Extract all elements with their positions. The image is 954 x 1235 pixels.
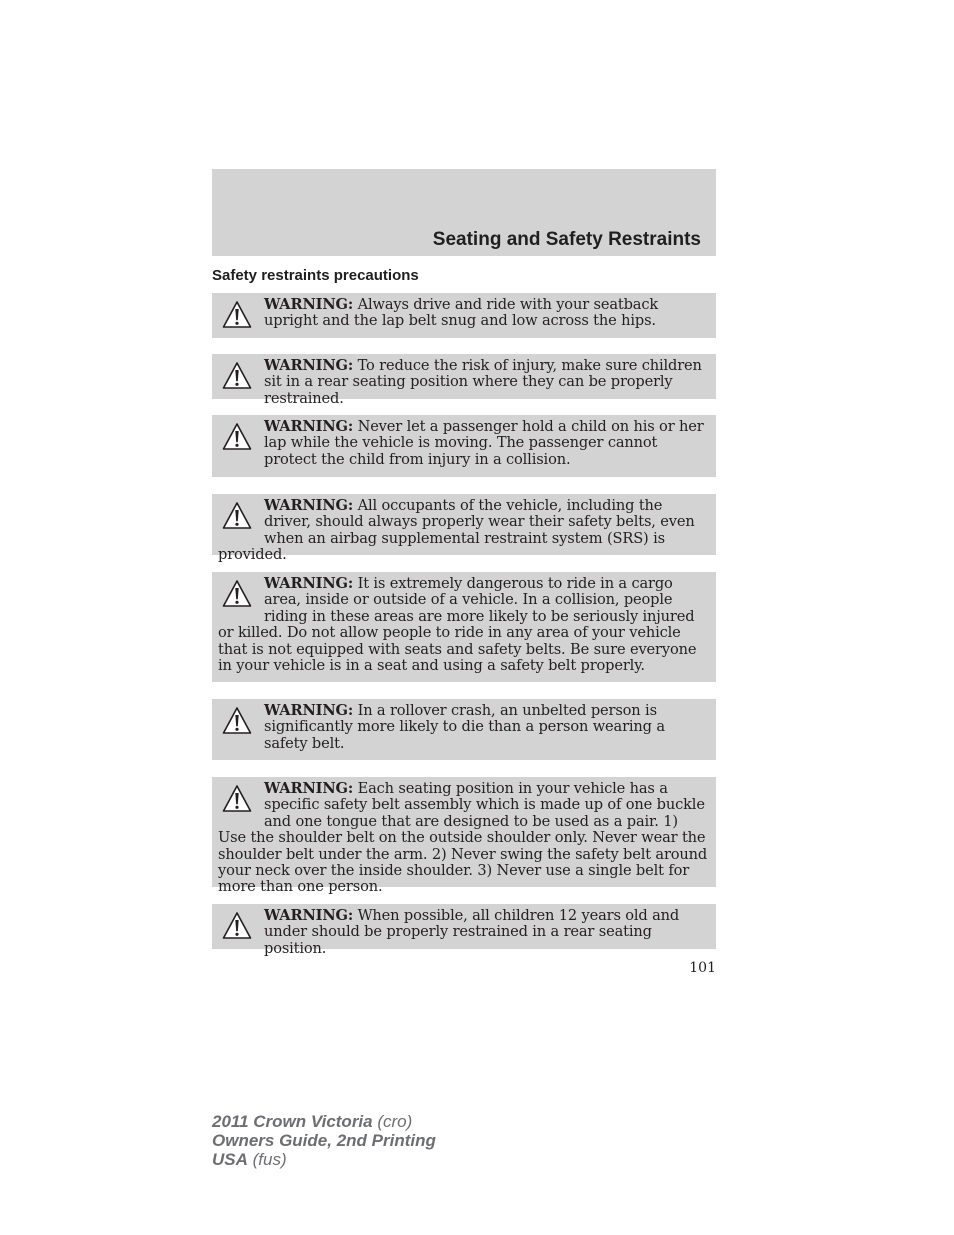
footer-market-code: (fus) xyxy=(252,1150,287,1169)
warning-text: Always drive and ride with your seatback upright and the lap belt snug and low across the hips. xyxy=(264,296,659,330)
warning-box xyxy=(212,354,716,407)
footer xyxy=(212,1112,436,1169)
warning-triangle-icon xyxy=(222,579,252,609)
warning-box xyxy=(212,494,716,564)
warning-triangle-icon xyxy=(222,300,252,330)
footer-vehicle: 2011 Crown Victoria xyxy=(212,1112,373,1131)
warning-text: It is extremely dangerous to ride in a cargo area, inside or outside of a vehicle. In a collision, people riding in these areas are more likely to be seriously injured or killed. Do not allow people to ride in any area of your vehicle that is not equipped with seats and safety belts. Be sure everyone in your vehicle is in a seat and using a safety belt properly. xyxy=(218,575,697,675)
footer-line-2 xyxy=(212,1131,436,1150)
warning-box xyxy=(212,777,716,896)
warning-triangle-icon xyxy=(222,911,252,941)
page-number: 101 xyxy=(689,960,716,976)
warning-triangle-icon xyxy=(222,501,252,531)
warning-box xyxy=(212,904,716,957)
warning-label: WARNING: xyxy=(264,907,354,924)
warning-triangle-icon xyxy=(222,361,252,391)
warning-label: WARNING: xyxy=(264,418,354,435)
warning-text: All occupants of the vehicle, including the driver, should always properly wear their safety belts, even when an airbag supplemental restraint system (SRS) is provided. xyxy=(218,497,695,564)
warning-label: WARNING: xyxy=(264,357,354,374)
chapter-title: Seating and Safety Restraints xyxy=(432,229,701,250)
chapter-header-band xyxy=(212,169,716,256)
warning-box xyxy=(212,293,716,338)
warning-label: WARNING: xyxy=(264,702,354,719)
footer-edition: Owners Guide, 2nd Printing xyxy=(212,1131,436,1150)
warning-label: WARNING: xyxy=(264,497,354,514)
warning-triangle-icon xyxy=(222,706,252,736)
warning-label: WARNING: xyxy=(264,575,354,592)
warning-box xyxy=(212,699,716,760)
warning-text: In a rollover crash, an unbelted person is significantly more likely to die than a person wearing a safety belt. xyxy=(264,702,665,752)
warning-label: WARNING: xyxy=(264,780,354,797)
warning-text: When possible, all children 12 years old and under should be properly restrained in a rear seating position. xyxy=(264,907,680,957)
footer-market: USA xyxy=(212,1150,248,1169)
footer-line-1 xyxy=(212,1112,436,1131)
warning-box xyxy=(212,572,716,682)
footer-vehicle-code: (cro) xyxy=(377,1112,413,1131)
warning-text: Never let a passenger hold a child on his or her lap while the vehicle is moving. The passenger cannot protect the child from injury in a collision. xyxy=(264,418,704,468)
warning-text: Each seating position in your vehicle has a specific safety belt assembly which is made up of one buckle and one tongue that are designed to be used as a pair. 1) Use the shoulder belt on the outside shoulder only. Never wear the shoulder belt under the arm. 2) Never swing the safety belt around your neck over the inside shoulder. 3) Never use a single belt for more than one person. xyxy=(218,780,708,896)
warning-triangle-icon xyxy=(222,422,252,452)
warning-text: To reduce the risk of injury, make sure children sit in a rear seating position where they can be properly restrained. xyxy=(264,357,702,407)
warning-box xyxy=(212,415,716,477)
warning-label: WARNING: xyxy=(264,296,354,313)
footer-line-3 xyxy=(212,1150,436,1169)
warning-triangle-icon xyxy=(222,784,252,814)
section-heading: Safety restraints precautions xyxy=(212,267,419,284)
